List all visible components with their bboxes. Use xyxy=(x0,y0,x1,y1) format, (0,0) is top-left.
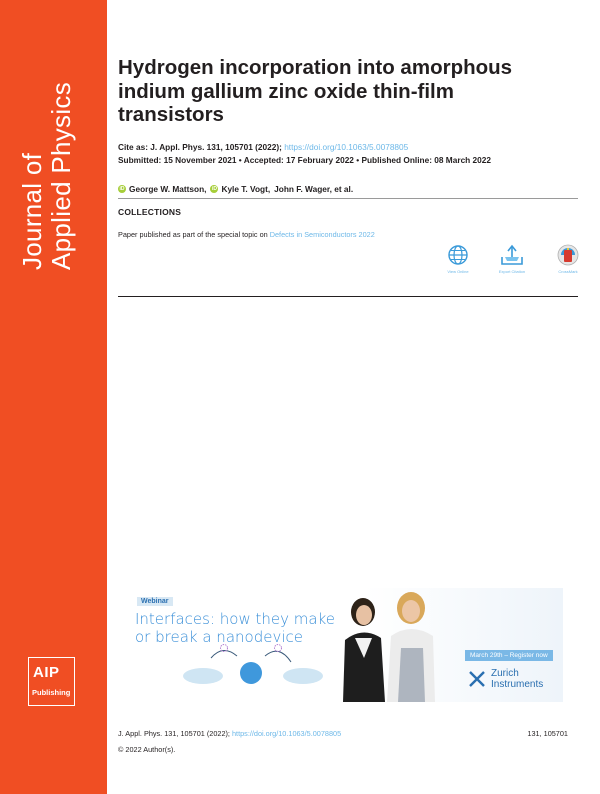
journal-sidebar xyxy=(0,0,107,794)
special-topic-note xyxy=(118,230,375,239)
ad-date-banner[interactable]: March 29th – Register now xyxy=(465,650,553,661)
view-online-button[interactable] xyxy=(440,244,476,274)
zurich-instruments-icon xyxy=(468,670,486,688)
brand-line2: Instruments xyxy=(491,679,544,690)
ad-headline-line2: or break a nanodevice xyxy=(135,628,303,646)
header-divider xyxy=(118,296,578,297)
journal-name-line1: Journal of xyxy=(17,152,47,270)
article-title: Hydrogen incorporation into amorphous indium gallium zinc oxide thin-film transistors xyxy=(118,56,513,126)
author-list xyxy=(118,184,353,194)
logo-top-text: AIP xyxy=(33,664,60,681)
doi-link[interactable]: https://doi.org/10.1063/5.0078805 xyxy=(284,142,409,152)
export-icon xyxy=(500,244,524,266)
webinar-tag: Webinar xyxy=(137,597,173,606)
journal-name-line2: Applied Physics xyxy=(46,81,76,270)
crossmark-button[interactable] xyxy=(550,244,586,274)
brand-line1: Zurich xyxy=(491,668,519,679)
divider xyxy=(118,198,578,199)
presenter-2 xyxy=(387,592,435,702)
view-online-label: View Online xyxy=(447,269,469,274)
disc-right xyxy=(283,668,323,684)
ad-headline-line1: Interfaces: how they make xyxy=(135,610,335,628)
collections-heading: COLLECTIONS xyxy=(118,207,182,217)
brand-name xyxy=(491,668,543,690)
author-name[interactable]: John F. Wager, et al. xyxy=(274,184,354,194)
footer-citation xyxy=(118,729,341,738)
special-topic-text: Paper published as part of the special topic on xyxy=(118,230,268,239)
electron-ball xyxy=(240,662,262,684)
export-citation-button[interactable] xyxy=(494,244,530,274)
footer-page-reference: 131, 105701 xyxy=(527,729,568,738)
journal-name xyxy=(18,10,76,270)
disc-left xyxy=(183,668,223,684)
logo-bottom-text: Publishing xyxy=(32,688,71,697)
aip-publishing-logo[interactable] xyxy=(28,657,75,706)
webinar-advertisement[interactable] xyxy=(123,588,563,702)
copyright-notice: © 2022 Author(s). xyxy=(118,745,176,754)
special-topic-link[interactable]: Defects in Semiconductors 2022 xyxy=(269,230,375,239)
author-name[interactable]: Kyle T. Vogt, xyxy=(221,184,271,194)
globe-icon xyxy=(447,244,469,266)
author-name[interactable]: George W. Mattson, xyxy=(129,184,207,194)
crossmark-icon xyxy=(557,244,579,266)
footer-cite-prefix: J. Appl. Phys. 131, 105701 (2022); xyxy=(118,729,230,738)
cite-prefix: Cite as: J. Appl. Phys. 131, 105701 (2022); xyxy=(118,142,282,152)
orcid-icon[interactable]: iD xyxy=(211,186,217,192)
presenter-1 xyxy=(343,598,385,702)
export-citation-label: Export Citation xyxy=(498,269,526,274)
citation-line xyxy=(118,142,408,152)
crossmark-label: CrossMark xyxy=(558,269,578,274)
footer-doi-link[interactable]: https://doi.org/10.1063/5.0078805 xyxy=(232,729,342,738)
publication-dates: Submitted: 15 November 2021 • Accepted: 17 February 2022 • Published Online: 08 March 2022 xyxy=(118,155,492,165)
orcid-icon[interactable]: iD xyxy=(119,186,125,192)
